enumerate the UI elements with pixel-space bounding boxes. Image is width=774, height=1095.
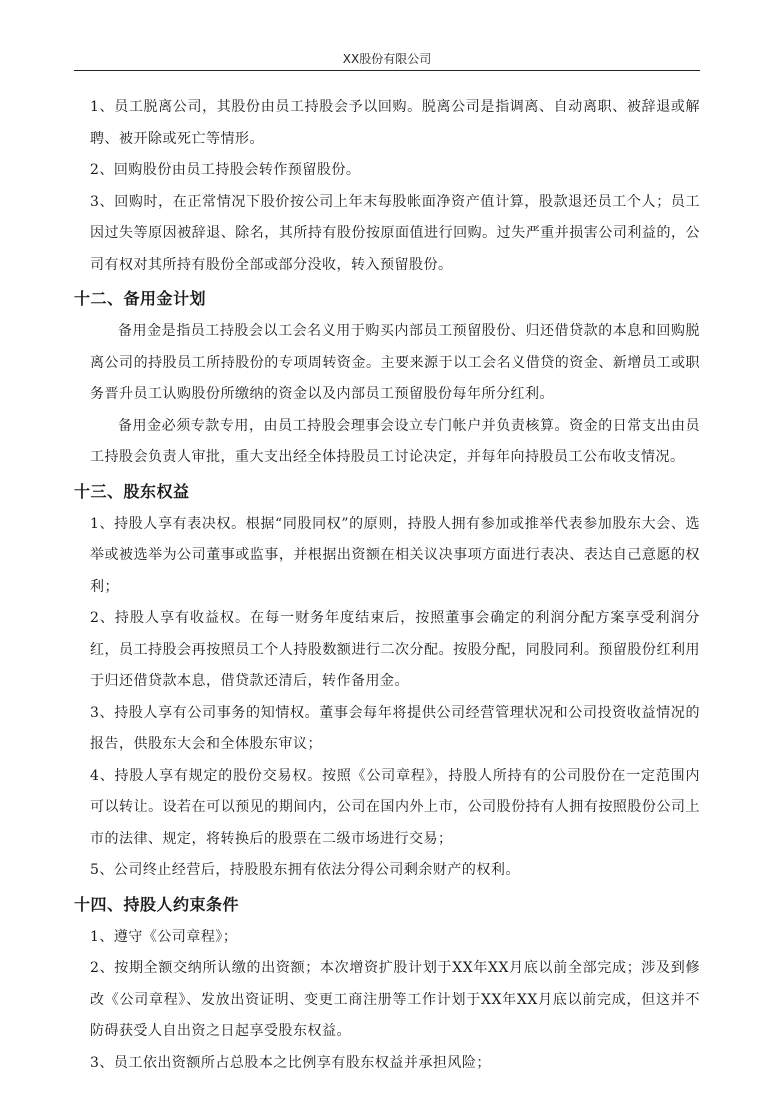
paragraph: 1、遵守《公司章程》； [90, 928, 238, 945]
document-body [74, 92, 700, 1079]
section-heading: 十三、股东权益 [74, 481, 190, 501]
paragraph: 5、公司终止经营后，持股股东拥有依法分得公司剩余财产的权利。 [90, 862, 520, 878]
paragraph: 3、持股人享有公司事务的知情权。董事会每年将提供公司经营管理状况和公司投资收益情况的报告，供股东大会和全体股东审议； [90, 704, 700, 752]
page-header: XX股份有限公司 [342, 52, 432, 66]
paragraph: 1、员工脱离公司，其股份由员工持股会予以回购。脱离公司是指调离、自动离职、被辞退或解聘、被开除或死亡等情形。 [90, 99, 700, 147]
paragraph: 3、回购时，在正常情况下股价按公司上年末每股帐面净资产值计算，股款退还员工个人；员工因过失等原因被辞退、除名，其所持有股份按原面值进行回购。过失严重并损害公司利益的，公司有权对其所持有股份全部或部分没收，转入预留股份。 [90, 193, 700, 273]
paragraph: 2、按期全额交纳所认缴的出资额；本次增资扩股计划于XX年XX月底以前全部完成；涉及到修改《公司章程》、发放出资证明、变更工商注册等工作计划于XX年XX月底以前完成，但这并不防碍获受人自出资之日起享受股东权益。 [90, 960, 700, 1039]
section-heading: 十二、备用金计划 [74, 289, 207, 308]
paragraph: 2、回购股份由员工持股会转作预留股份。 [90, 162, 361, 178]
section-heading: 十四、持股人约束条件 [74, 894, 240, 914]
paragraph: 备用金是指员工持股会以工会名义用于购买内部员工预留股份、归还借贷款的本息和回购脱离公司的持股员工所持股份的专项周转资金。主要来源于以工会名义借贷的资金、新增员工或职务晋升员工认购股份所缴纳的资金以及内部员工预留股份每年所分红利。 [90, 323, 700, 402]
paragraph: 3、员工依出资额所占总股本之比例享有股东权益并承担风险； [90, 1054, 491, 1071]
paragraph: 4、持股人享有规定的股份交易权。按照《公司章程》，持股人所持有的公司股份在一定范围内可以转让。设若在可以预见的期间内，公司在国内外上市，公司股份持有人拥有按照股份公司上市的法律、规定，将转换后的股票在二级市场进行交易； [90, 767, 700, 847]
paragraph: 1、持股人享有表决权。根据“同股同权”的原则，持股人拥有参加或推举代表参加股东大会、选举或被选举为公司董事或监事，并根据出资额在相关议决事项方面进行表决、表达自己意愿的权利； [90, 515, 700, 595]
paragraph: 备用金必须专款专用，由员工持股会理事会设立专门帐户并负责核算。资金的日常支出由员工持股会负责人审批，重大支出经全体持股员工讨论决定，并每年向持股员工公布收支情况。 [90, 417, 700, 465]
header-rule [74, 70, 700, 71]
paragraph: 2、持股人享有收益权。在每一财务年度结束后，按照董事会确定的利润分配方案享受利润分红，员工持股会再按照员工个人持股数额进行二次分配。按股分配，同股同利。预留股份红利用于归还借贷款本息，借贷款还清后，转作备用金。 [90, 610, 700, 689]
